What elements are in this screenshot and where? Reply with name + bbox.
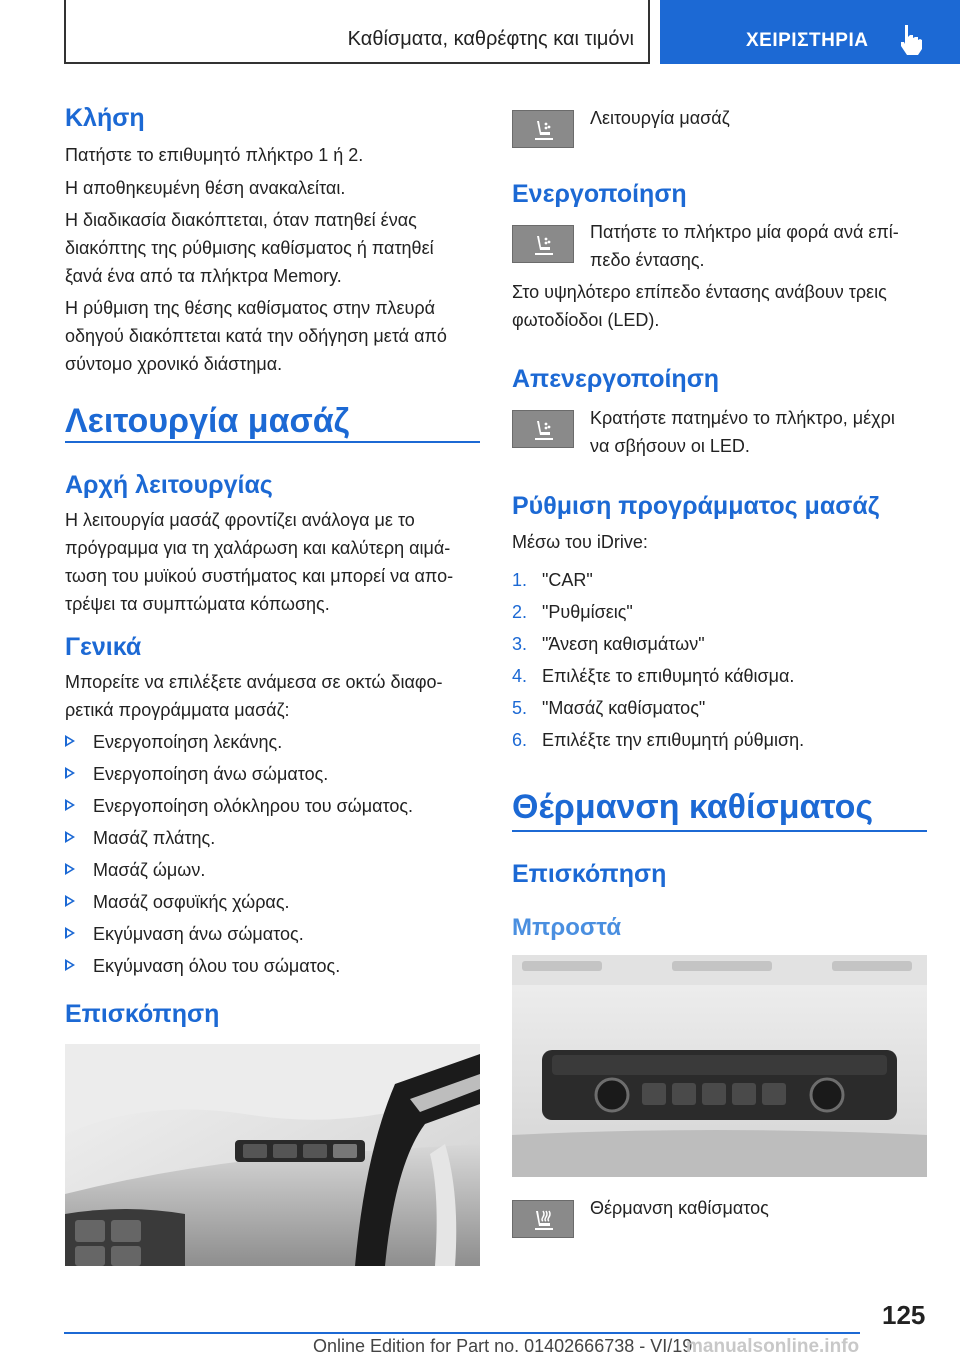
recall-text-4a: Η ρύθμιση της θέσης καθίσματος στην πλευρά <box>65 298 436 318</box>
recall-text-1: Πατήστε το επιθυμητό πλήκτρο 1 ή 2. <box>65 145 364 165</box>
bullet-triangle-icon <box>65 767 75 779</box>
bullet-triangle-icon <box>65 959 75 971</box>
watermark: manualsonline.info <box>686 1336 860 1357</box>
bullet-triangle-icon <box>65 831 75 843</box>
seat-heating-icon <box>532 1208 556 1232</box>
page-number: 125 <box>882 1300 926 1330</box>
principle-text-3: τωση του μυϊκού συστήματος και μπορεί να απο- <box>65 566 454 586</box>
activate-note-1: Στο υψηλότερο επίπεδο έντασης ανάβουν τρεις <box>512 282 887 302</box>
deactivate-text-1: Κρατήστε πατημένο το πλήκτρο, μέχρι <box>590 408 895 428</box>
recall-text-3c: ξανά ένα από τα πλήκτρα Memory. <box>65 266 342 286</box>
recall-text-2: Η αποθηκευμένη θέση ανακαλείται. <box>65 178 346 198</box>
header-section-title: Καθίσματα, καθρέφτης και τιμόνι <box>347 28 634 50</box>
general-heading: Γενικά <box>65 633 142 661</box>
bullet-triangle-icon <box>65 927 75 939</box>
header-chapter-tab[interactable] <box>660 0 960 64</box>
header-section-box <box>64 0 650 64</box>
activate-note-2: φωτοδίοδοι (LED). <box>512 310 660 330</box>
bullet-triangle-icon <box>65 799 75 811</box>
heating-heading: Θέρμανση καθίσματος <box>512 788 874 826</box>
footer-rule <box>64 1332 860 1334</box>
footer-edition-text: Online Edition for Part no. 01402666738 - VI/19 <box>313 1336 693 1356</box>
activate-text-1: Πατήστε το πλήκτρο μία φορά ανά επί- <box>590 222 899 242</box>
massage-key-label: Λειτουργία μασάζ <box>590 108 730 128</box>
deactivate-heading: Απενεργοποίηση <box>512 365 720 393</box>
bullet-triangle-icon <box>65 895 75 907</box>
climate-control-photo <box>512 955 927 1177</box>
massage-key-graphic <box>512 225 574 263</box>
massage-key-graphic <box>512 410 574 448</box>
recall-heading: Κλήση <box>65 104 145 132</box>
deactivate-text-2: να σβήσουν οι LED. <box>590 436 750 456</box>
principle-heading: Αρχή λειτουργίας <box>65 471 273 499</box>
massage-heading: Λειτουργία μασάζ <box>65 402 350 440</box>
program-heading: Ρύθμιση προγράμματος μασάζ <box>512 492 880 520</box>
recall-text-3a: Η διαδικασία διακόπτεται, όταν πατηθεί ένας <box>65 210 417 230</box>
door-panel-photo <box>65 1044 480 1266</box>
front-heading: Μπροστά <box>512 914 622 941</box>
activate-text-2: πεδο έντασης. <box>590 250 705 270</box>
massage-key-graphic <box>512 110 574 148</box>
program-intro: Μέσω του iDrive: <box>512 532 648 552</box>
recall-text-4b: οδηγού διακόπτεται κατά την οδήγηση μετά από <box>65 326 447 346</box>
seat-massage-icon <box>532 233 556 257</box>
bullet-triangle-icon <box>65 735 75 747</box>
hand-pointer-icon <box>896 22 926 56</box>
principle-text-4: τρέψει τα συμπτώματα κόπωσης. <box>65 594 330 614</box>
massage-heading-rule <box>65 441 480 443</box>
seat-heating-key-graphic <box>512 1200 574 1238</box>
activate-heading: Ενεργοποίηση <box>512 180 687 208</box>
heating-overview-heading: Επισκόπηση <box>512 860 667 888</box>
principle-text-1: Η λειτουργία μασάζ φροντίζει ανάλογα με το <box>65 510 415 530</box>
recall-text-4c: σύντομο χρονικό διάστημα. <box>65 354 283 374</box>
chapter-tab-label: ΧΕΙΡΙΣΤΗΡΙΑ <box>746 30 869 51</box>
seat-heating-label: Θέρμανση καθίσματος <box>590 1198 769 1218</box>
seat-massage-icon <box>532 418 556 442</box>
seat-massage-icon <box>532 118 556 142</box>
bullet-triangle-icon <box>65 863 75 875</box>
heating-heading-rule <box>512 830 927 832</box>
general-text-2: ρετικά προγράμματα μασάζ: <box>65 700 290 720</box>
recall-text-3b: διακόπτης της ρύθμισης καθίσματος ή πατηθεί <box>65 238 434 258</box>
general-text-1: Μπορείτε να επιλέξετε ανάμεσα σε οκτώ διαφο- <box>65 672 443 692</box>
overview-heading: Επισκόπηση <box>65 1000 220 1028</box>
principle-text-2: πρόγραμμα για τη χαλάρωση και καλύτερη αιμά- <box>65 538 451 558</box>
